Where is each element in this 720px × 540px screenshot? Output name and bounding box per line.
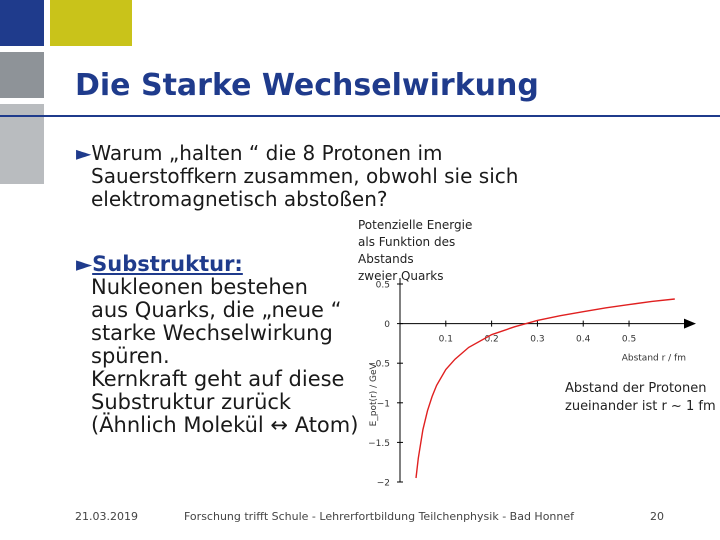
substructure-heading: Substruktur:: [92, 252, 243, 276]
substructure-line: aus Quarks, die „neue “: [91, 298, 342, 322]
note-line: Abstand der Protonen: [565, 381, 707, 396]
footer-text: Forschung trifft Schule - Lehrerfortbildung Teilchenphysik - Bad Honnef: [184, 510, 575, 523]
bullet-question-line2: Sauerstoffkern zusammen, obwohl sie sich: [91, 164, 519, 188]
distance-note: [565, 380, 720, 416]
y-tick-label: 0: [384, 320, 390, 331]
slide-title: Die Starke Wechselwirkung: [75, 68, 539, 103]
y-axis-label: E_pot(r) / GeV: [369, 363, 379, 427]
caption-line: zweier Quarks: [358, 269, 444, 283]
caption-line: als Funktion des: [358, 235, 456, 249]
bullet-question-line1: Warum „halten “ die 8 Protonen im: [91, 141, 443, 165]
caption-line: Abstands: [358, 252, 414, 266]
substructure-line: (Ähnlich Molekül ↔ Atom): [91, 413, 359, 437]
bullet-marker: ►: [76, 252, 93, 276]
x-axis-arrow: [684, 319, 696, 329]
y-tick-label: −2: [376, 478, 390, 489]
bullet-question-line3: elektromagnetisch abstoßen?: [91, 187, 388, 211]
footer-date: 21.03.2019: [75, 510, 138, 523]
x-tick-label: 0.2: [484, 334, 499, 345]
note-line: zueinander ist r ~ 1 fm: [565, 399, 716, 414]
x-tick-label: 0.4: [576, 334, 591, 345]
decor-block-gray: [0, 52, 44, 98]
y-tick-label: −1: [376, 399, 390, 410]
bullet-question: [76, 142, 636, 211]
caption-line: Potenzielle Energie: [358, 218, 473, 232]
title-divider: [0, 115, 720, 117]
substructure-line: starke Wechselwirkung: [91, 321, 333, 345]
y-tick-label: −0.5: [368, 359, 390, 370]
x-axis-label: Abstand r / fm: [621, 353, 686, 364]
decor-block-blue: [0, 0, 44, 46]
decor-block-yellow: [50, 0, 132, 46]
x-tick-label: 0.1: [438, 334, 453, 345]
y-tick-label: 0.5: [375, 280, 390, 291]
page-number: 20: [650, 510, 664, 523]
substructure-line: Substruktur zurück: [91, 390, 292, 414]
x-tick-label: 0.3: [530, 334, 545, 345]
bullet-marker: ►: [76, 141, 92, 165]
substructure-line: Kernkraft geht auf diese: [91, 367, 345, 391]
substructure-line: spüren.: [91, 344, 170, 368]
substructure-line: Nukleonen bestehen: [91, 275, 308, 299]
x-tick-label: 0.5: [621, 334, 637, 345]
y-tick-label: −1.5: [368, 438, 390, 449]
